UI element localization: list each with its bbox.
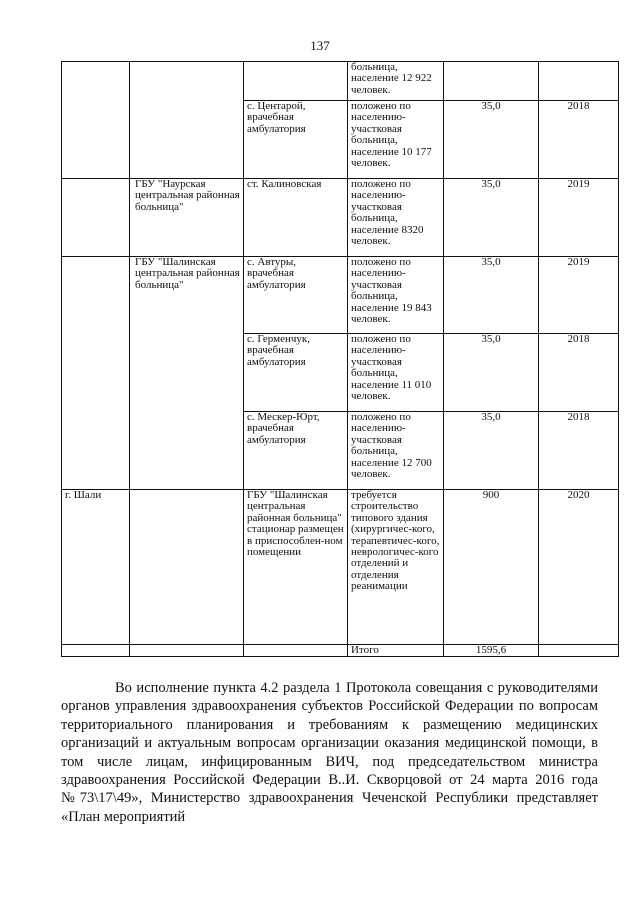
cell-facility: с. Мескер-Юрт, врачебная амбулатория — [244, 412, 348, 490]
table-row — [62, 257, 619, 334]
cell-organization — [130, 62, 244, 179]
cell-area: 35,0 — [444, 334, 539, 412]
cell-reason: положено по населению-участковая больница, население 12 700 человек. — [348, 412, 444, 490]
cell-year: 2018 — [539, 101, 619, 179]
cell-facility — [244, 62, 348, 101]
table-row — [62, 62, 619, 101]
cell-facility — [244, 645, 348, 657]
cell-year: 2019 — [539, 179, 619, 257]
cell-facility: ГБУ "Шалинская центральная районная больница" стационар размещен в приспособлен-ном помещении — [244, 490, 348, 645]
cell-organization — [130, 645, 244, 657]
cell-location — [62, 62, 130, 179]
cell-reason: положено по населению-участковая больница, население 11 010 человек. — [348, 334, 444, 412]
cell-organization: ГБУ "Наурская центральная районная больница" — [130, 179, 244, 257]
cell-facility: с. Центарой, врачебная амбулатория — [244, 101, 348, 179]
cell-reason: положено по населению-участковая больница, население 19 843 человек. — [348, 257, 444, 334]
cell-reason: положено по населению-участковая больница, население 8320 человек. — [348, 179, 444, 257]
body-paragraph — [61, 679, 598, 826]
facilities-table — [61, 61, 619, 657]
cell-location: г. Шали — [62, 490, 130, 645]
cell-area — [444, 62, 539, 101]
cell-area: 35,0 — [444, 179, 539, 257]
cell-year — [539, 62, 619, 101]
total-value: 1595,6 — [444, 645, 539, 657]
cell-area: 35,0 — [444, 257, 539, 334]
table-total-row — [62, 645, 619, 657]
cell-location — [62, 179, 130, 257]
cell-facility: с. Гермeнчук, врачебная амбулатория — [244, 334, 348, 412]
cell-reason: больница, население 12 922 человек. — [348, 62, 444, 101]
page-number: 137 — [310, 38, 330, 53]
table-row — [62, 490, 619, 645]
cell-facility: ст. Калиновская — [244, 179, 348, 257]
cell-year — [539, 645, 619, 657]
cell-organization: ГБУ "Шалинская центральная районная больница" — [130, 257, 244, 490]
cell-year: 2019 — [539, 257, 619, 334]
table-row — [62, 179, 619, 257]
cell-year: 2020 — [539, 490, 619, 645]
body-paragraph-text: Во исполнение пункта 4.2 раздела 1 Протокола совещания с руководителями органов управления здравоохранения субъектов Российской Федерации по вопросам территориального планирования и требованиям к размещению медицинских организаций и актуальным вопросам организации оказания медицинской помощи, в том числе лицам, инфицированным ВИЧ, под председательством министра здравоохранения Российской Федерации В..И. Скворцовой от 24 марта 2016 года №73\17\49», Министерство здравоохранения Чеченской Республики представляет «План мероприятий — [61, 680, 598, 825]
cell-facility: с. Автуры, врачебная амбулатория — [244, 257, 348, 334]
cell-location — [62, 257, 130, 490]
cell-area: 900 — [444, 490, 539, 645]
cell-area: 35,0 — [444, 412, 539, 490]
cell-reason: требуется строительство типового здания (хирургичес-кого, терапевтичес-кого, неврологичес-кого отделений и отделения реанимации — [348, 490, 444, 645]
cell-location — [62, 645, 130, 657]
cell-year: 2018 — [539, 412, 619, 490]
cell-area: 35,0 — [444, 101, 539, 179]
total-label: Итого — [348, 645, 444, 657]
cell-year: 2018 — [539, 334, 619, 412]
cell-organization — [130, 490, 244, 645]
cell-reason: положено по населению-участковая больница, население 10 177 человек. — [348, 101, 444, 179]
